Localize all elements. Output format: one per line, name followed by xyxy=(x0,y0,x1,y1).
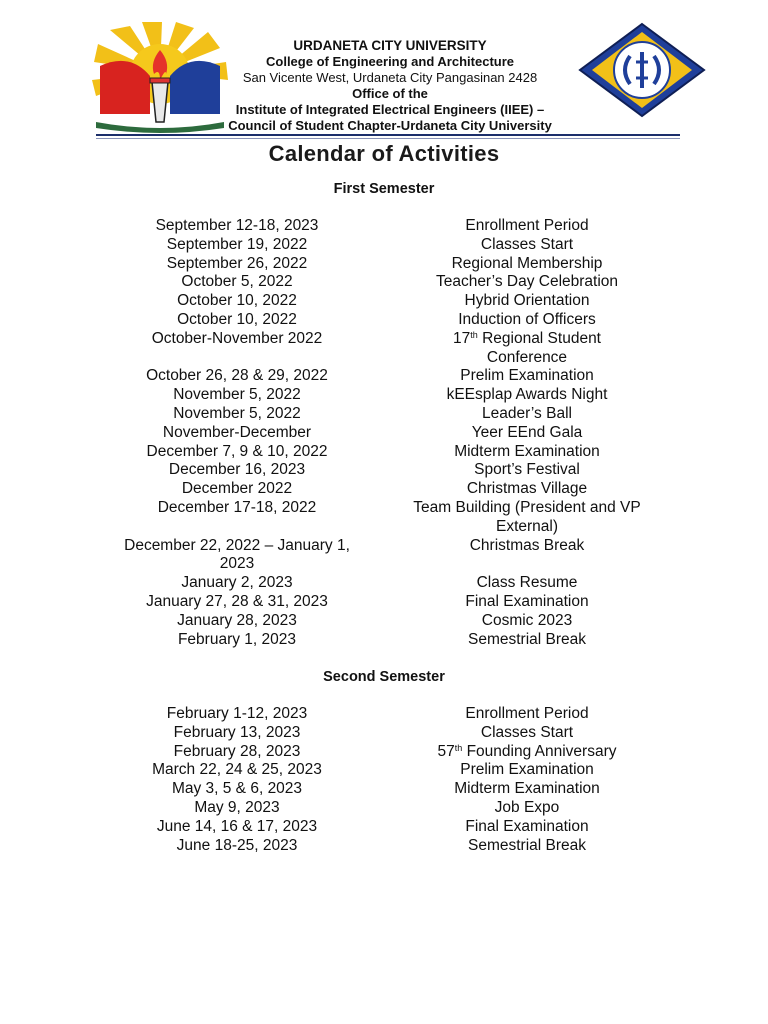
schedule-activity: Classes Start xyxy=(480,723,574,741)
schedule-activity: Conference xyxy=(486,348,568,366)
schedule-date: May 3, 5 & 6, 2023 xyxy=(171,780,303,798)
schedule-activity: Enrollment Period xyxy=(465,705,589,722)
schedule-row xyxy=(94,405,674,424)
schedule-row xyxy=(94,631,674,650)
schedule-row xyxy=(94,761,674,780)
schedule-activity: Midterm Examination xyxy=(454,780,600,798)
schedule-activity: Class Resume xyxy=(476,574,578,592)
schedule-activity: Hybrid Orientation xyxy=(464,292,590,310)
schedule-row xyxy=(94,593,674,612)
schedule-date: February 13, 2023 xyxy=(173,723,301,741)
schedule-activity xyxy=(380,743,674,762)
schedule-date: December 7, 9 & 10, 2022 xyxy=(146,442,328,460)
schedule-row xyxy=(94,574,674,593)
schedule-date: January 2, 2023 xyxy=(181,574,293,592)
schedule-row xyxy=(94,724,674,743)
schedule-row xyxy=(94,837,674,856)
schedule-activity: Christmas Village xyxy=(466,480,588,498)
schedule-row xyxy=(94,537,674,556)
letterhead xyxy=(0,0,768,140)
office-line: Office of the xyxy=(352,86,428,101)
schedule-row xyxy=(94,818,674,837)
schedule-date: November-December xyxy=(162,423,312,441)
schedule-date: October 10, 2022 xyxy=(177,292,297,310)
schedule-date: 2023 xyxy=(219,555,255,573)
schedule-date: October 10, 2022 xyxy=(177,310,297,328)
schedule-row xyxy=(94,311,674,330)
schedule-row xyxy=(94,612,674,631)
schedule-row xyxy=(94,705,674,724)
council-name: Council of Student Chapter-Urdaneta City University xyxy=(228,118,552,133)
activity-text: Founding Anniversary xyxy=(462,742,617,760)
schedule-date: June 14, 16 & 17, 2023 xyxy=(156,817,318,835)
schedule-date xyxy=(94,349,380,368)
schedule-activity: Regional Membership xyxy=(451,254,603,272)
schedule-activity: Midterm Examination xyxy=(454,442,600,460)
first-semester-schedule xyxy=(94,217,674,649)
schedule-activity xyxy=(380,555,674,574)
address: San Vicente West, Urdaneta City Pangasinan 2428 xyxy=(242,70,538,85)
schedule-activity: Classes Start xyxy=(480,235,574,253)
schedule-date: February 28, 2023 xyxy=(173,742,301,760)
schedule-row xyxy=(94,499,674,518)
schedule-activity: Sport’s Festival xyxy=(474,461,580,479)
schedule-activity: Leader’s Ball xyxy=(482,404,572,422)
institute-name: Institute of Integrated Electrical Engineers (IIEE) – xyxy=(235,102,545,117)
schedule-activity: Final Examination xyxy=(465,817,589,835)
schedule-row xyxy=(94,780,674,799)
schedule-row xyxy=(94,292,674,311)
schedule-date: June 18-25, 2023 xyxy=(176,836,298,854)
schedule-date: February 1-12, 2023 xyxy=(166,705,308,722)
ordinal-suffix: th xyxy=(454,742,463,753)
schedule-date: December 22, 2022 – January 1, xyxy=(124,536,350,554)
schedule-date: September 12-18, 2023 xyxy=(155,217,319,234)
schedule-activity: Enrollment Period xyxy=(465,217,589,234)
schedule-date: October-November 2022 xyxy=(151,329,323,347)
schedule-date xyxy=(94,518,380,537)
schedule-row xyxy=(94,386,674,405)
schedule-activity: Prelim Examination xyxy=(460,367,594,385)
page-title: Calendar of Activities xyxy=(268,141,500,166)
schedule-activity: Induction of Officers xyxy=(458,310,596,328)
schedule-row xyxy=(94,555,674,574)
schedule-date: December 2022 xyxy=(181,480,293,498)
second-semester-schedule xyxy=(94,705,674,855)
activity-text: Regional Student xyxy=(477,329,601,347)
schedule-row xyxy=(94,236,674,255)
schedule-row xyxy=(94,743,674,762)
schedule-date: September 19, 2022 xyxy=(166,235,308,253)
schedule-date: February 1, 2023 xyxy=(177,630,297,648)
schedule-row xyxy=(94,330,674,349)
second-semester-heading: Second Semester xyxy=(323,669,445,685)
schedule-date: October 5, 2022 xyxy=(181,273,293,291)
iiee-seal-icon xyxy=(578,22,706,118)
header-divider xyxy=(96,134,680,136)
schedule-row xyxy=(94,518,674,537)
schedule-row xyxy=(94,273,674,292)
schedule-activity: Semestrial Break xyxy=(467,630,586,648)
schedule-activity: External) xyxy=(495,517,559,535)
schedule-date: March 22, 24 & 25, 2023 xyxy=(152,761,322,779)
letterhead-text xyxy=(180,38,600,134)
schedule-row xyxy=(94,480,674,499)
schedule-row xyxy=(94,461,674,480)
schedule-row xyxy=(94,443,674,462)
schedule-activity: Team Building (President and VP xyxy=(413,498,641,516)
schedule-row xyxy=(94,367,674,386)
university-name: URDANETA CITY UNIVERSITY xyxy=(293,38,487,53)
schedule-activity: Job Expo xyxy=(494,798,560,816)
ordinal-number: 17 xyxy=(453,329,471,347)
schedule-activity: Cosmic 2023 xyxy=(481,611,573,629)
ordinal-suffix: th xyxy=(470,329,478,340)
schedule-row xyxy=(94,424,674,443)
schedule-activity: Final Examination xyxy=(465,592,589,610)
schedule-activity: Teacher’s Day Celebration xyxy=(435,273,619,291)
schedule-date: September 26, 2022 xyxy=(166,254,308,272)
schedule-date: November 5, 2022 xyxy=(173,404,301,422)
schedule-activity: kEEsplap Awards Night xyxy=(446,386,608,404)
college-name: College of Engineering and Architecture xyxy=(266,54,514,69)
schedule-date: December 17-18, 2022 xyxy=(157,498,317,516)
schedule-row xyxy=(94,349,674,368)
schedule-date: December 16, 2023 xyxy=(168,461,306,479)
ordinal-number: 57 xyxy=(437,742,455,760)
schedule-date: May 9, 2023 xyxy=(194,798,280,816)
schedule-date: January 27, 28 & 31, 2023 xyxy=(146,592,328,610)
schedule-date: October 26, 28 & 29, 2022 xyxy=(146,367,328,385)
schedule-date: January 28, 2023 xyxy=(177,611,297,629)
schedule-row xyxy=(94,217,674,236)
schedule-row xyxy=(94,799,674,818)
first-semester-heading: First Semester xyxy=(333,181,435,197)
schedule-activity: Semestrial Break xyxy=(467,836,586,854)
schedule-activity: Yeer EEnd Gala xyxy=(471,423,583,441)
schedule-activity xyxy=(380,330,674,349)
schedule-date: November 5, 2022 xyxy=(173,386,301,404)
schedule-activity: Prelim Examination xyxy=(460,761,594,779)
schedule-activity: Christmas Break xyxy=(469,536,585,554)
schedule-row xyxy=(94,255,674,274)
header-divider-thin xyxy=(96,138,680,139)
